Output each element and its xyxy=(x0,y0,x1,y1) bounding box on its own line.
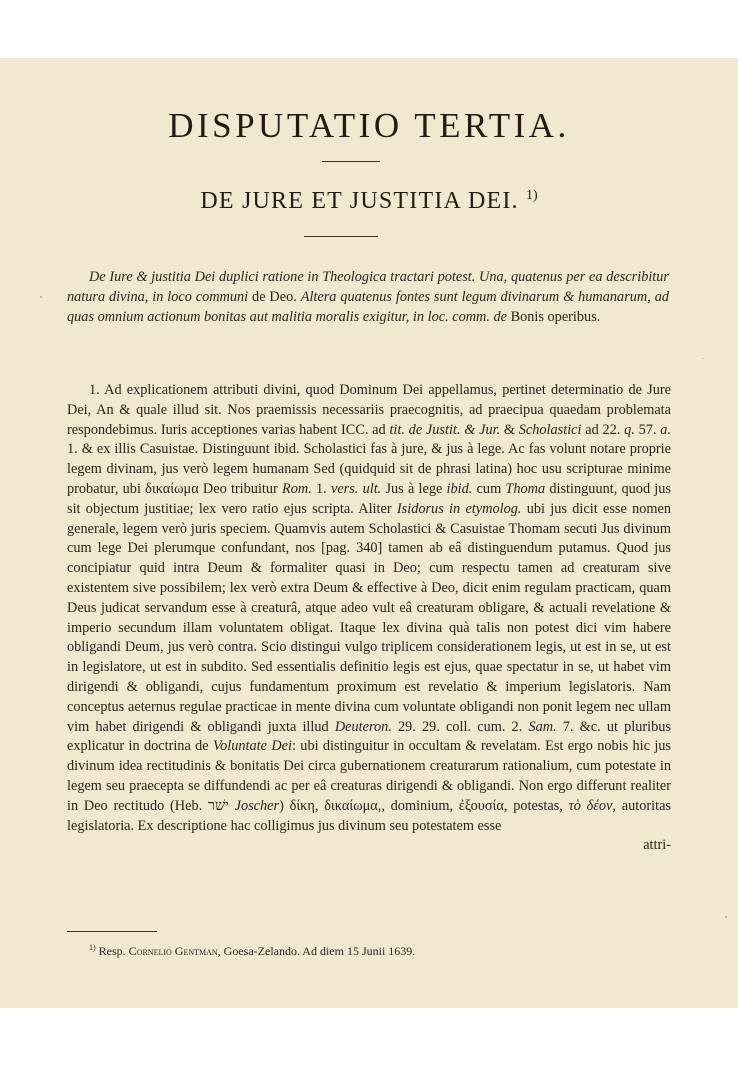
paper-speck xyxy=(725,916,727,918)
text-run: ad 22. xyxy=(581,421,625,438)
text-run: & xyxy=(500,421,519,438)
text-run: 29. 29. coll. cum. 2. xyxy=(391,718,529,735)
paper-speck xyxy=(40,296,42,298)
italic-text-run: Thoma xyxy=(505,480,546,497)
italic-text-run: Rom. xyxy=(282,480,312,497)
intro-paragraph xyxy=(67,268,669,327)
text-run: 57. xyxy=(634,421,661,438)
text-run: 1. & ex illis Casuistae. Distinguunt ibid. Scholastici fas à jure, & jus à lege. Ac fas volunt notare proprie legem divinam, jus verò legem humanam Sed (quidquid sit de phrasi latina) hoc usu scripturae minime probatur, ubi δικαίωμα Deo tribuitur xyxy=(67,441,671,497)
scan-margin-top xyxy=(0,0,738,58)
italic-text-run: ibid. xyxy=(446,480,473,497)
text-run: ) δίκη, δικαίωμα,, dominium, ἐξουσία, potestas, xyxy=(279,797,569,814)
italic-text-run: a. xyxy=(660,421,671,438)
respondent-name: Cornelio Gentman xyxy=(128,944,218,958)
text-run: 1. xyxy=(311,480,331,497)
italic-text-run: Sam. xyxy=(528,718,557,735)
italic-text-run: Scholastici xyxy=(518,421,582,438)
text-run: ubi jus dicit esse nomen generale, legem verò juris speciem. Quamvis autem Scholastici & Casuistae Thomam secuti Jus divinum cum lege Dei plerumque confundant, nos [pag. 340] tamen ab eâ distinguendum putamus. Quod jus concipiatur quid intra Deum & formaliter quasi in Deo; cum respectu tamen ad creaturam sive existentem sive possibilem; lex verò extra Deum & effective à Deo, dicit enim regulam practicam, quam Deus judicat servandum esse à creaturâ, atque adeo vult eâ creaturam obligare, & actuali revelatione & imperio secundum illam voluntatem obligat. Itaque lex divina quà talis non potest dici vim habere obligandi Deum, jus verò contra. Scio distingui vulgo triplicem considerationem legis, ut est in se, ut est in legislatore, ut est in subdito. Sed essentialis definitio legis est ejus, quae spectatur in se, ut habet vim dirigendi & obligandi, cujus fundamentum proximum est revelatio & imperium legislatoris. Nam conceptus aeternus regulae practicae in mente divina cum voluntate obligandi non ponit legem nec ullam vim habet dirigendi & obligandi juxta illud xyxy=(67,500,671,735)
text-run: cum xyxy=(472,480,506,497)
text-run: de Deo. xyxy=(248,288,301,305)
scan-margin-bottom xyxy=(0,1008,738,1068)
paper-speck xyxy=(702,358,703,359)
italic-text-run: Voluntate Dei xyxy=(212,738,292,755)
page-title: DISPUTATIO TERTIA. xyxy=(168,106,570,145)
italic-text-run: tit. de Justit. & Jur. xyxy=(389,421,501,438)
italic-text-run: Isidorus in etymolog. xyxy=(396,500,522,517)
text-run: 7. &c. ut pluribus explicatur in doctrina de xyxy=(67,718,671,755)
footnote-text: , Goesa-Zelando. Ad diem 15 Junii 1639. xyxy=(217,944,416,958)
footnote-reference: 1) xyxy=(525,188,538,203)
italic-text-run: τὸ δέον xyxy=(568,797,613,814)
title-divider xyxy=(322,161,380,162)
text-run: , autoritas legislatoria. Ex descriptione hac colligimus jus divinum seu potestatem esse xyxy=(67,797,671,834)
footnote-mark: 1) xyxy=(89,943,96,952)
text-run: Jus à lege xyxy=(381,480,447,497)
catchword: attri- xyxy=(643,837,671,854)
text-run: 1. Ad explicationem attributi divini, quod Dominum Dei appellamus, pertinet determinatio de Jure Dei, An & quale illud sit. Nos praemissis necessariis praecognitis, ad praecipua quaedam problemata respondebimus. Iuris acceptiones varias habent ICC. ad xyxy=(67,382,671,438)
italic-text-run: De Iure & justitia Dei duplici ratione in Theologica tractari potest. Una, quatenus per ea describitur natura divina, in loco communi xyxy=(67,269,669,305)
footnote-prefix: Resp. xyxy=(98,944,129,958)
italic-text-run: Deuteron. xyxy=(334,718,392,735)
text-run: Bonis operibus. xyxy=(507,308,601,325)
italic-text-run: q. xyxy=(624,421,635,438)
section-subtitle xyxy=(0,181,738,216)
subtitle-divider xyxy=(304,236,378,237)
footnote xyxy=(89,940,669,959)
body-paragraph xyxy=(67,381,671,856)
text-run: distinguunt, quod jus sit objectum justitiae; lex vero ratio ejus scripta. Aliter xyxy=(67,480,671,517)
subtitle-text: DE JURE ET JUSTITIA DEI. xyxy=(200,188,519,214)
italic-text-run: Altera quatenus fontes sunt legum divinarum & humanarum, ad quas omnium actionum bonitas aut malitia moralis exigitur, in loc. comm. de xyxy=(67,288,669,325)
footnote-divider xyxy=(67,931,157,932)
text-run: : ubi distinguitur in occultam & revelatam. Est ergo nobis hic jus divinum idea rectitudinis & bonitatis Dei circa gubernationem creaturarum rationalium, cum potestate in legem seu praecepta se diffundendi ac per eâ creaturas dirigendi & obligandi. Non ergo differunt realiter in Deo rectitudo (Heb. ישׁר xyxy=(67,738,671,814)
italic-text-run: vers. ult. xyxy=(330,480,382,497)
italic-text-run: Joscher xyxy=(234,797,280,814)
